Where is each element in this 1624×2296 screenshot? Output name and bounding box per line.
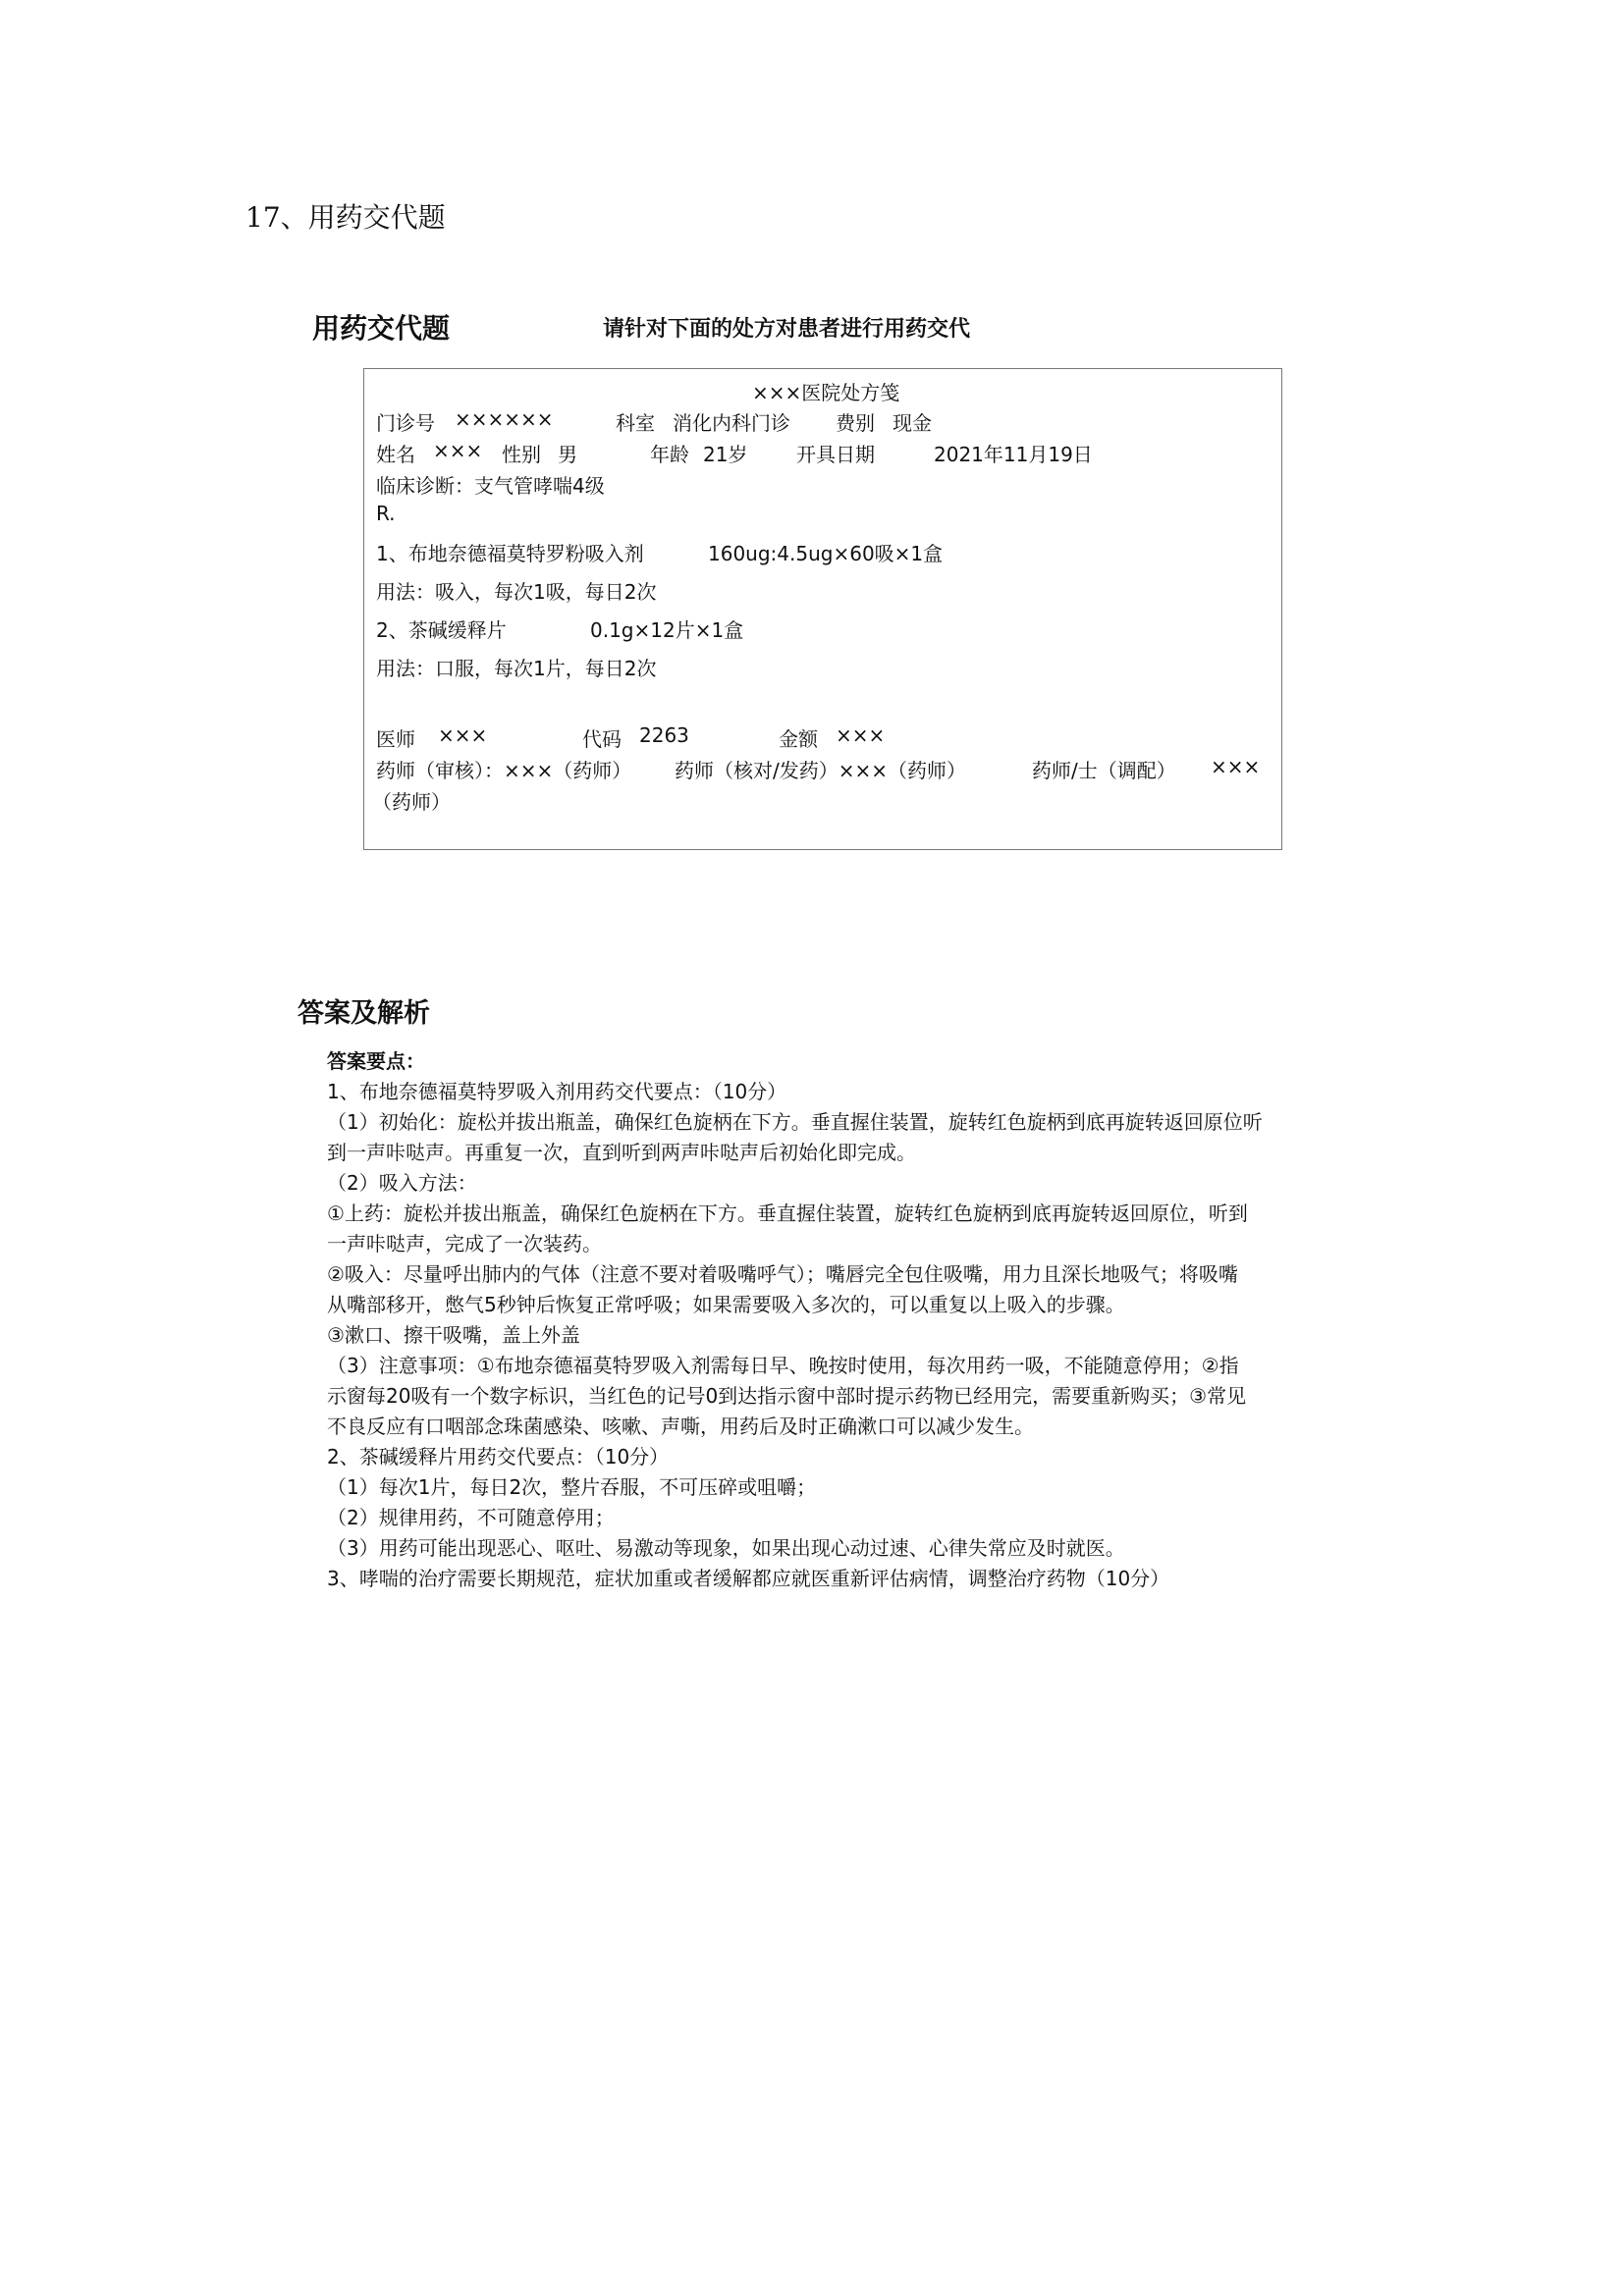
answer-line: 2、茶碱缓释片用药交代要点：（10分）	[327, 1445, 670, 1468]
doctor-value: ×××	[438, 723, 488, 747]
answer-line: （3）用药可能出现恶心、呕吐、易激动等现象，如果出现心动过速、心律失常应及时就医。	[327, 1536, 1125, 1560]
rp-symbol: R.	[376, 502, 396, 525]
pharmacist-dispense-title: （药师）	[372, 790, 451, 814]
answer-line: （2）吸入方法：	[327, 1171, 477, 1195]
answer-line: 1、布地奈德福莫特罗吸入剂用药交代要点：（10分）	[327, 1080, 787, 1103]
code-label: 代码	[582, 727, 622, 751]
section-heading: 用药交代题	[312, 312, 451, 345]
drug2-name: 2、茶碱缓释片	[376, 618, 507, 642]
amount-value: ×××	[836, 723, 886, 747]
date-label: 开具日期	[796, 443, 875, 466]
answer-body	[327, 1046, 1348, 1594]
doctor-label: 医师	[376, 727, 415, 751]
date-value: 2021年11月19日	[934, 443, 1093, 466]
question-title: 17、用药交代题	[245, 201, 446, 234]
prescription-box	[363, 368, 1282, 850]
age-label: 年龄	[650, 443, 689, 466]
clinic-no-value: ××××××	[455, 407, 554, 431]
answer-line: ①上药：旋松并拔出瓶盖，确保红色旋柄在下方。垂直握住装置，旋转红色旋柄到底再旋转返回原位，听到	[327, 1201, 1248, 1225]
answer-line: 3、哮喘的治疗需要长期规范，症状加重或者缓解都应就医重新评估病情，调整治疗药物（10分）	[327, 1567, 1170, 1590]
answer-line: 一声咔哒声，完成了一次装药。	[327, 1232, 602, 1255]
answer-line: 从嘴部移开，憋气5秒钟后恢复正常呼吸；如果需要吸入多次的，可以重复以上吸入的步骤。	[327, 1293, 1125, 1316]
answer-line: 到一声咔哒声。再重复一次，直到听到两声咔哒声后初始化即完成。	[327, 1141, 916, 1164]
sex-value: 男	[558, 443, 577, 466]
drug1-usage: 用法：吸入，每次1吸，每日2次	[376, 580, 657, 604]
sex-label: 性别	[502, 443, 541, 466]
answer-line: 示窗每20吸有一个数字标识，当红色的记号0到达指示窗中部时提示药物已经用完，需要重新购买；③常见	[327, 1384, 1247, 1408]
department-value: 消化内科门诊	[673, 411, 790, 435]
drug2-spec: 0.1g×12片×1盒	[590, 618, 744, 642]
pharmacist-check: 药师（核对/发药）×××（药师）	[675, 759, 967, 782]
answer-line: ③漱口、擦干吸嘴，盖上外盖	[327, 1323, 580, 1347]
code-value: 2263	[639, 723, 689, 747]
clinic-no-label: 门诊号	[376, 411, 435, 435]
answer-line: （1）每次1片，每日2次，整片吞服，不可压碎或咀嚼；	[327, 1475, 817, 1499]
amount-label: 金额	[779, 727, 818, 751]
answer-key-heading: 答案要点：	[327, 1049, 425, 1073]
name-label: 姓名	[376, 443, 415, 466]
fee-type-value: 现金	[893, 411, 932, 435]
pharmacist-review: 药师（审核）：×××（药师）	[376, 759, 632, 782]
answer-line: （3）注意事项：①布地奈德福莫特罗吸入剂需每日早、晚按时使用，每次用药一吸，不能随意停用；②指	[327, 1354, 1239, 1377]
diagnosis: 临床诊断：支气管哮喘4级	[376, 474, 605, 498]
drug1-spec: 160ug:4.5ug×60吸×1盒	[708, 542, 944, 565]
fee-type-label: 费别	[836, 411, 875, 435]
answer-heading: 答案及解析	[298, 998, 430, 1029]
answer-line: 不良反应有口咽部念珠菌感染、咳嗽、声嘶，用药后及时正确漱口可以减少发生。	[327, 1415, 1034, 1438]
pharmacist-dispense-label: 药师/士（调配）	[1032, 759, 1176, 782]
answer-line: （2）规律用药，不可随意停用；	[327, 1506, 615, 1529]
answer-line: ②吸入：尽量呼出肺内的气体（注意不要对着吸嘴呼气）；嘴唇完全包住吸嘴，用力且深长地吸气；将吸嘴	[327, 1262, 1238, 1286]
answer-line: （1）初始化：旋松并拔出瓶盖，确保红色旋柄在下方。垂直握住装置，旋转红色旋柄到底再旋转返回原位听	[327, 1110, 1263, 1134]
instruction-text: 请针对下面的处方对患者进行用药交代	[603, 317, 971, 342]
drug2-usage: 用法：口服，每次1片，每日2次	[376, 657, 657, 680]
department-label: 科室	[616, 411, 655, 435]
drug1-name: 1、布地奈德福莫特罗粉吸入剂	[376, 542, 644, 565]
prescription-title: ×××医院处方笺	[752, 381, 900, 404]
name-value: ×××	[433, 439, 483, 462]
pharmacist-dispense-value: ×××	[1211, 755, 1261, 778]
age-value: 21岁	[703, 443, 748, 466]
